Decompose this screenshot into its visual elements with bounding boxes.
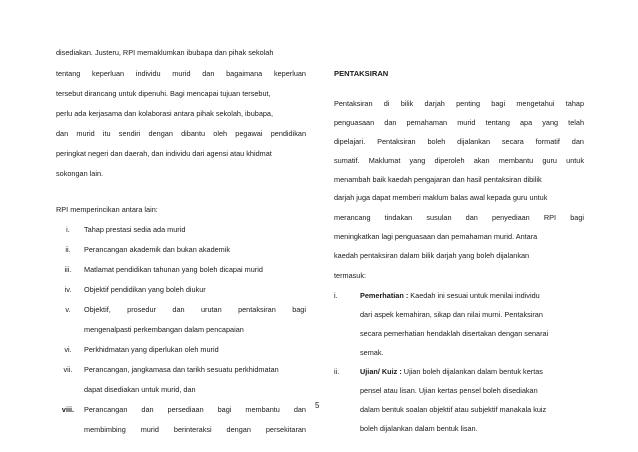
list-text: dalam bentuk soalan objektif atau subjektif manakala kuiz — [360, 405, 547, 414]
text-line: menambah baik kaedah pengajaran dan hasil pentaksiran dibilik — [334, 175, 542, 184]
list-text: Objektif, prosedur dan urutan pentaksiran bagi — [84, 305, 306, 314]
list-text — [360, 367, 584, 377]
text-line: dan murid itu sendiri dengan dibantu oleh pegawai pendidikan — [56, 129, 306, 138]
list-number: ii. — [334, 367, 340, 376]
list-text: Tahap prestasi sedia ada murid — [84, 225, 186, 234]
text-line: perlu ada kerjasama dan kolaborasi antara pihak sekolah, ibubapa, — [56, 109, 274, 118]
text-line: termasuk: — [334, 271, 367, 280]
list-text: semak. — [360, 348, 384, 357]
text-line: tentang keperluan individu murid dan bagaimana keperluan — [56, 69, 306, 78]
list-number: vi. — [64, 345, 72, 354]
list-text: Objektif pendidikan yang boleh diukur — [84, 285, 206, 294]
text-line: peringkat negeri dan daerah, dan individu dari agensi atau khidmat — [56, 149, 272, 158]
text-line: kaedah pentaksiran dalam bilik darjah yang boleh dijalankan — [334, 251, 530, 260]
list-number: viii. — [61, 405, 75, 414]
list-text: Perancangan akademik dan bukan akademik — [84, 245, 231, 254]
text-line: sokongan lain. — [56, 169, 104, 178]
text-line: disediakan. Justeru, RPI memaklumkan ibubapa dan pihak sekolah — [56, 48, 274, 57]
text-line: sumatif. Maklumat yang diperoleh akan membantu guru untuk — [334, 156, 584, 165]
term-desc: Ujian boleh dijalankan dalam bentuk kertas — [401, 367, 543, 376]
term: Pemerhatian : — [360, 291, 409, 300]
text-line: tersebut dirancang untuk dipenuhi. Bagi mencapai tujuan tersebut, — [56, 89, 271, 98]
list-text: membimbing murid berinteraksi dengan persekitaran — [84, 425, 306, 434]
text-line: meningkatkan lagi penguasaan dan pemahaman murid. Antara — [334, 232, 538, 241]
list-number: ii. — [65, 245, 71, 254]
list-text: dari aspek kemahiran, sikap dan nilai murni. Pentaksiran — [360, 310, 543, 319]
list-number: vii. — [63, 365, 73, 374]
text-line: darjah juga dapat memberi maklum balas awal kepada guru untuk — [334, 193, 548, 202]
list-text: mengenalpasti perkembangan dalam pencapaian — [84, 325, 244, 334]
section-heading: PENTAKSIRAN — [334, 69, 389, 78]
list-number: v. — [65, 305, 71, 314]
text-line: dipelajari. Pentaksiran boleh dijalankan secara formatif dan — [334, 137, 584, 146]
list-text: secara pemerhatian hendaklah disertakan dengan senarai — [360, 329, 549, 338]
text-line: Pentaksiran di bilik darjah penting bagi mengetahui tahap — [334, 99, 584, 108]
list-text: dapat disediakan untuk murid, dan — [84, 385, 196, 394]
list-text: boleh dijalankan dalam bentuk lisan. — [360, 424, 478, 433]
list-text: Perancangan dan persediaan bagi membantu dan — [84, 405, 306, 414]
text-line: penguasaan dan pemahaman murid tentang apa yang telah — [334, 118, 584, 127]
list-text — [360, 291, 584, 301]
page-number: 5 — [315, 401, 320, 410]
list-intro: RPI memperincikan antara lain: — [56, 205, 158, 214]
list-number: iii. — [64, 265, 72, 274]
term: Ujian/ Kuiz : — [360, 367, 402, 376]
list-number: iv. — [64, 285, 72, 294]
term-desc: Kaedah ini sesuai untuk menilai individu — [408, 291, 540, 300]
list-number: i. — [66, 225, 70, 234]
list-text: Matlamat pendidikan tahunan yang boleh dicapai murid — [84, 265, 263, 274]
list-text: pensel atau lisan. Ujian kertas pensel boleh disediakan — [360, 386, 538, 395]
text-line: merancang tindakan susulan dan penyediaan RPI bagi — [334, 213, 584, 222]
list-text: Perancangan, jangkamasa dan tarikh sesuatu perkhidmatan — [84, 365, 279, 374]
list-number: i. — [334, 291, 338, 300]
list-text: Perkhidmatan yang diperlukan oleh murid — [84, 345, 219, 354]
